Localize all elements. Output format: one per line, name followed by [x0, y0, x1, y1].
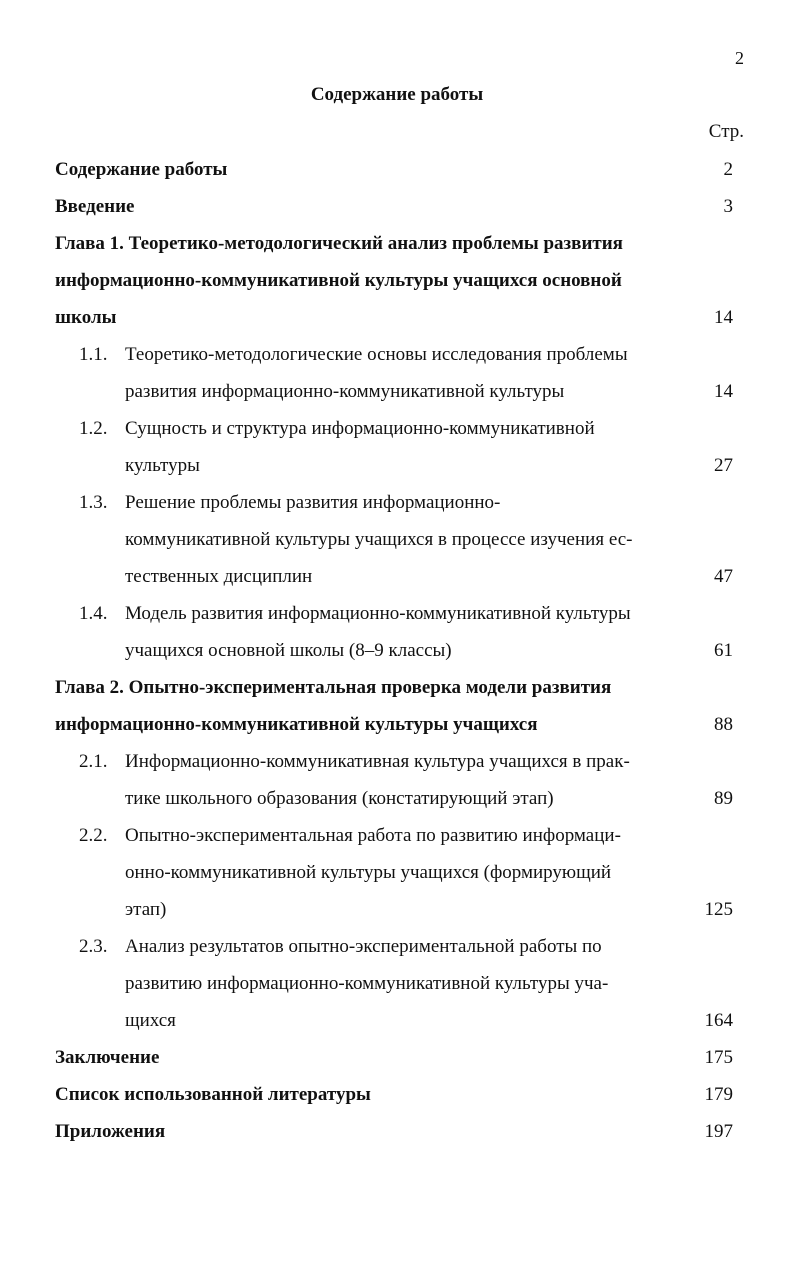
toc-entry-text [55, 743, 745, 817]
toc-entry-line: коммуникативной культуры учащихся в процессе изучения ес- [125, 529, 633, 550]
toc-entry-line: онно-коммуникативной культуры учащихся (формирующий [125, 862, 612, 883]
toc-entry [55, 188, 745, 225]
toc-entry [55, 817, 745, 928]
toc-entry [55, 1076, 745, 1113]
toc-entry-page-number: 88 [714, 714, 733, 735]
toc-entry-line: Приложения [55, 1121, 166, 1142]
toc-entry-line: информационно-коммуникативной культуры учащихся основной [55, 270, 622, 291]
table-of-contents [55, 151, 745, 1150]
toc-entry-line: Заключение [55, 1047, 160, 1068]
toc-entry-line: Список использованной литературы [55, 1084, 371, 1105]
page-column-header: Стр. [708, 121, 744, 142]
toc-entry-number: 2.3. [79, 936, 108, 957]
toc-entry-text [55, 1039, 745, 1076]
toc-entry-text [55, 669, 745, 743]
toc-entry-number: 1.4. [79, 603, 108, 624]
toc-entry-line: тике школьного образования (констатирующий этап) [125, 788, 554, 809]
toc-entry-text [55, 595, 745, 669]
toc-entry-line: Глава 2. Опытно-экспериментальная проверка модели развития [55, 677, 612, 698]
toc-entry-page-number: 2 [723, 159, 733, 180]
toc-entry-line: учащихся основной школы (8–9 классы) [125, 640, 452, 661]
toc-entry-page-number: 3 [723, 196, 733, 217]
toc-entry-number: 1.1. [79, 344, 108, 365]
toc-entry-line: Анализ результатов опытно-экспериментальной работы по [125, 936, 602, 957]
toc-entry-text [55, 1113, 745, 1150]
toc-entry-line: Опытно-экспериментальная работа по развитию информаци- [125, 825, 621, 846]
toc-entry-number: 1.2. [79, 418, 108, 439]
toc-entry-page-number: 175 [704, 1047, 733, 1068]
toc-entry-line: тественных дисциплин [125, 566, 313, 587]
toc-entry-page-number: 14 [714, 381, 733, 402]
toc-entry-line: развитию информационно-коммуникативной культуры уча- [125, 973, 609, 994]
toc-entry-page-number: 179 [704, 1084, 733, 1105]
toc-entry [55, 151, 745, 188]
toc-entry-line: школы [55, 307, 117, 328]
toc-entry-line: Глава 1. Теоретико-методологический анализ проблемы развития [55, 233, 623, 254]
toc-entry-page-number: 125 [704, 899, 733, 920]
toc-entry-line: информационно-коммуникативной культуры учащихся [55, 714, 538, 735]
page-title: Содержание работы [310, 84, 484, 105]
toc-entry-text [55, 484, 745, 595]
toc-entry [55, 1113, 745, 1150]
page-number: 2 [735, 48, 744, 68]
toc-entry-line: Введение [55, 196, 135, 217]
toc-entry-page-number: 27 [714, 455, 733, 476]
toc-entry-page-number: 14 [714, 307, 733, 328]
toc-entry-line: Решение проблемы развития информационно- [125, 492, 501, 513]
toc-entry-line: Содержание работы [55, 159, 228, 180]
toc-entry [55, 410, 745, 484]
toc-entry [55, 595, 745, 669]
toc-entry-line: Модель развития информационно-коммуникативной культуры [125, 603, 631, 624]
toc-entry-line: Теоретико-методологические основы исследования проблемы [125, 344, 628, 365]
toc-entry [55, 484, 745, 595]
toc-entry-line: этап) [125, 899, 167, 920]
toc-entry [55, 743, 745, 817]
toc-entry-text [55, 336, 745, 410]
toc-entry-text [55, 817, 745, 928]
toc-entry-page-number: 89 [714, 788, 733, 809]
toc-entry-page-number: 164 [704, 1010, 733, 1031]
toc-entry-number: 2.2. [79, 825, 108, 846]
toc-entry-line: щихся [125, 1010, 176, 1031]
toc-entry-line: культуры [125, 455, 200, 476]
toc-entry [55, 1039, 745, 1076]
toc-entry [55, 669, 745, 743]
toc-entry-text [55, 928, 745, 1039]
toc-entry-line: Информационно-коммуникативная культура учащихся в прак- [125, 751, 630, 772]
toc-entry-text [55, 410, 745, 484]
toc-entry-text [55, 1076, 745, 1113]
toc-entry-number: 2.1. [79, 751, 108, 772]
toc-entry [55, 928, 745, 1039]
toc-entry-text [55, 225, 745, 336]
toc-entry-line: Сущность и структура информационно-коммуникативной [125, 418, 595, 439]
toc-entry-page-number: 47 [714, 566, 733, 587]
toc-entry-text [55, 151, 745, 188]
toc-entry-text [55, 188, 745, 225]
toc-entry [55, 336, 745, 410]
toc-entry-page-number: 197 [704, 1121, 733, 1142]
toc-entry-number: 1.3. [79, 492, 108, 513]
toc-entry-line: развития информационно-коммуникативной культуры [125, 381, 565, 402]
toc-entry-page-number: 61 [714, 640, 733, 661]
toc-entry [55, 225, 745, 336]
